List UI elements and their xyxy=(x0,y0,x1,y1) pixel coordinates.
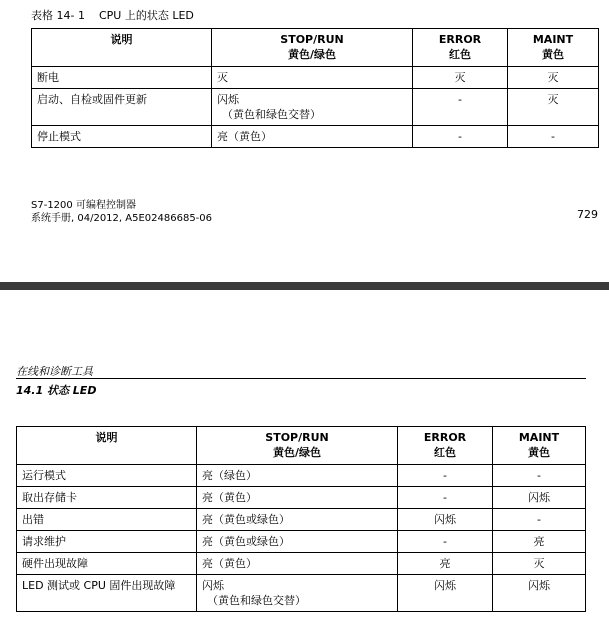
header-stop-run: STOP/RUN 黄色/绿色 xyxy=(212,29,413,67)
table-row xyxy=(17,509,586,531)
cell-error: - xyxy=(413,89,508,126)
cell-error: - xyxy=(398,531,493,553)
cell-stop-run: 亮（绿色） xyxy=(197,465,398,487)
header-stop-run: STOP/RUN 黄色/绿色 xyxy=(197,427,398,465)
cell-description: 硬件出现故障 xyxy=(17,553,197,575)
table-caption xyxy=(31,7,194,23)
cell-maint: - xyxy=(493,465,586,487)
footer-manual-info: 系统手册, 04/2012, A5E02486685-06 xyxy=(31,213,213,224)
header-description: 说明 xyxy=(17,427,197,465)
cell-description: 断电 xyxy=(32,67,212,89)
cell-maint: - xyxy=(508,126,599,148)
cell-description: 取出存储卡 xyxy=(17,487,197,509)
cell-error: - xyxy=(398,465,493,487)
table-row xyxy=(17,465,586,487)
cell-description: 请求维护 xyxy=(17,531,197,553)
table-row xyxy=(32,89,599,126)
cell-maint: 灭 xyxy=(508,89,599,126)
cell-description: 运行模式 xyxy=(17,465,197,487)
table-row xyxy=(17,553,586,575)
header-rule xyxy=(16,378,586,379)
cell-stop-run: 亮（黄色） xyxy=(197,487,398,509)
cell-maint: 亮 xyxy=(493,531,586,553)
cell-maint: 灭 xyxy=(493,553,586,575)
cell-error: 亮 xyxy=(398,553,493,575)
cell-error: 闪烁 xyxy=(398,509,493,531)
header-error: ERROR 红色 xyxy=(398,427,493,465)
table-row xyxy=(17,575,586,612)
table-caption-title: CPU 上的状态 LED xyxy=(98,9,194,22)
table-header-row xyxy=(17,427,586,465)
cell-stop-run: 闪烁 （黄色和绿色交替） xyxy=(197,575,398,612)
led-status-table-1 xyxy=(31,28,599,148)
cell-stop-run: 亮（黄色或绿色） xyxy=(197,531,398,553)
cell-stop-run: 亮（黄色） xyxy=(197,553,398,575)
cell-error: 灭 xyxy=(413,67,508,89)
table-caption-number: 表格 14- 1 xyxy=(31,9,85,22)
cell-error: - xyxy=(398,487,493,509)
cell-maint: 闪烁 xyxy=(493,487,586,509)
cell-maint: 闪烁 xyxy=(493,575,586,612)
cell-stop-run: 闪烁 （黄色和绿色交替） xyxy=(212,89,413,126)
header-maint: MAINT 黄色 xyxy=(493,427,586,465)
table-row xyxy=(32,67,599,89)
table-header-row xyxy=(32,29,599,67)
cell-description: 出错 xyxy=(17,509,197,531)
cell-description: 停止模式 xyxy=(32,126,212,148)
table-row xyxy=(32,126,599,148)
cell-stop-run: 亮（黄色或绿色） xyxy=(197,509,398,531)
cell-description: LED 测试或 CPU 固件出现故障 xyxy=(17,575,197,612)
header-error: ERROR 红色 xyxy=(413,29,508,67)
cell-stop-run: 亮（黄色） xyxy=(212,126,413,148)
table-row xyxy=(17,531,586,553)
header-maint: MAINT 黄色 xyxy=(508,29,599,67)
page-separator xyxy=(0,282,609,290)
cell-error: 闪烁 xyxy=(398,575,493,612)
led-status-table-2 xyxy=(16,426,586,612)
cell-maint: - xyxy=(493,509,586,531)
header-description: 说明 xyxy=(32,29,212,67)
cell-maint: 灭 xyxy=(508,67,599,89)
table-row xyxy=(17,487,586,509)
subsection-title: 14.1 状态 LED xyxy=(16,384,97,397)
cell-error: - xyxy=(413,126,508,148)
footer-product: S7-1200 可编程控制器 xyxy=(31,200,136,211)
cell-description: 启动、自检或固件更新 xyxy=(32,89,212,126)
section-title: 在线和诊断工具 xyxy=(16,365,93,378)
cell-stop-run: 灭 xyxy=(212,67,413,89)
manual-page-729 xyxy=(0,0,609,262)
page-number: 729 xyxy=(577,208,598,221)
